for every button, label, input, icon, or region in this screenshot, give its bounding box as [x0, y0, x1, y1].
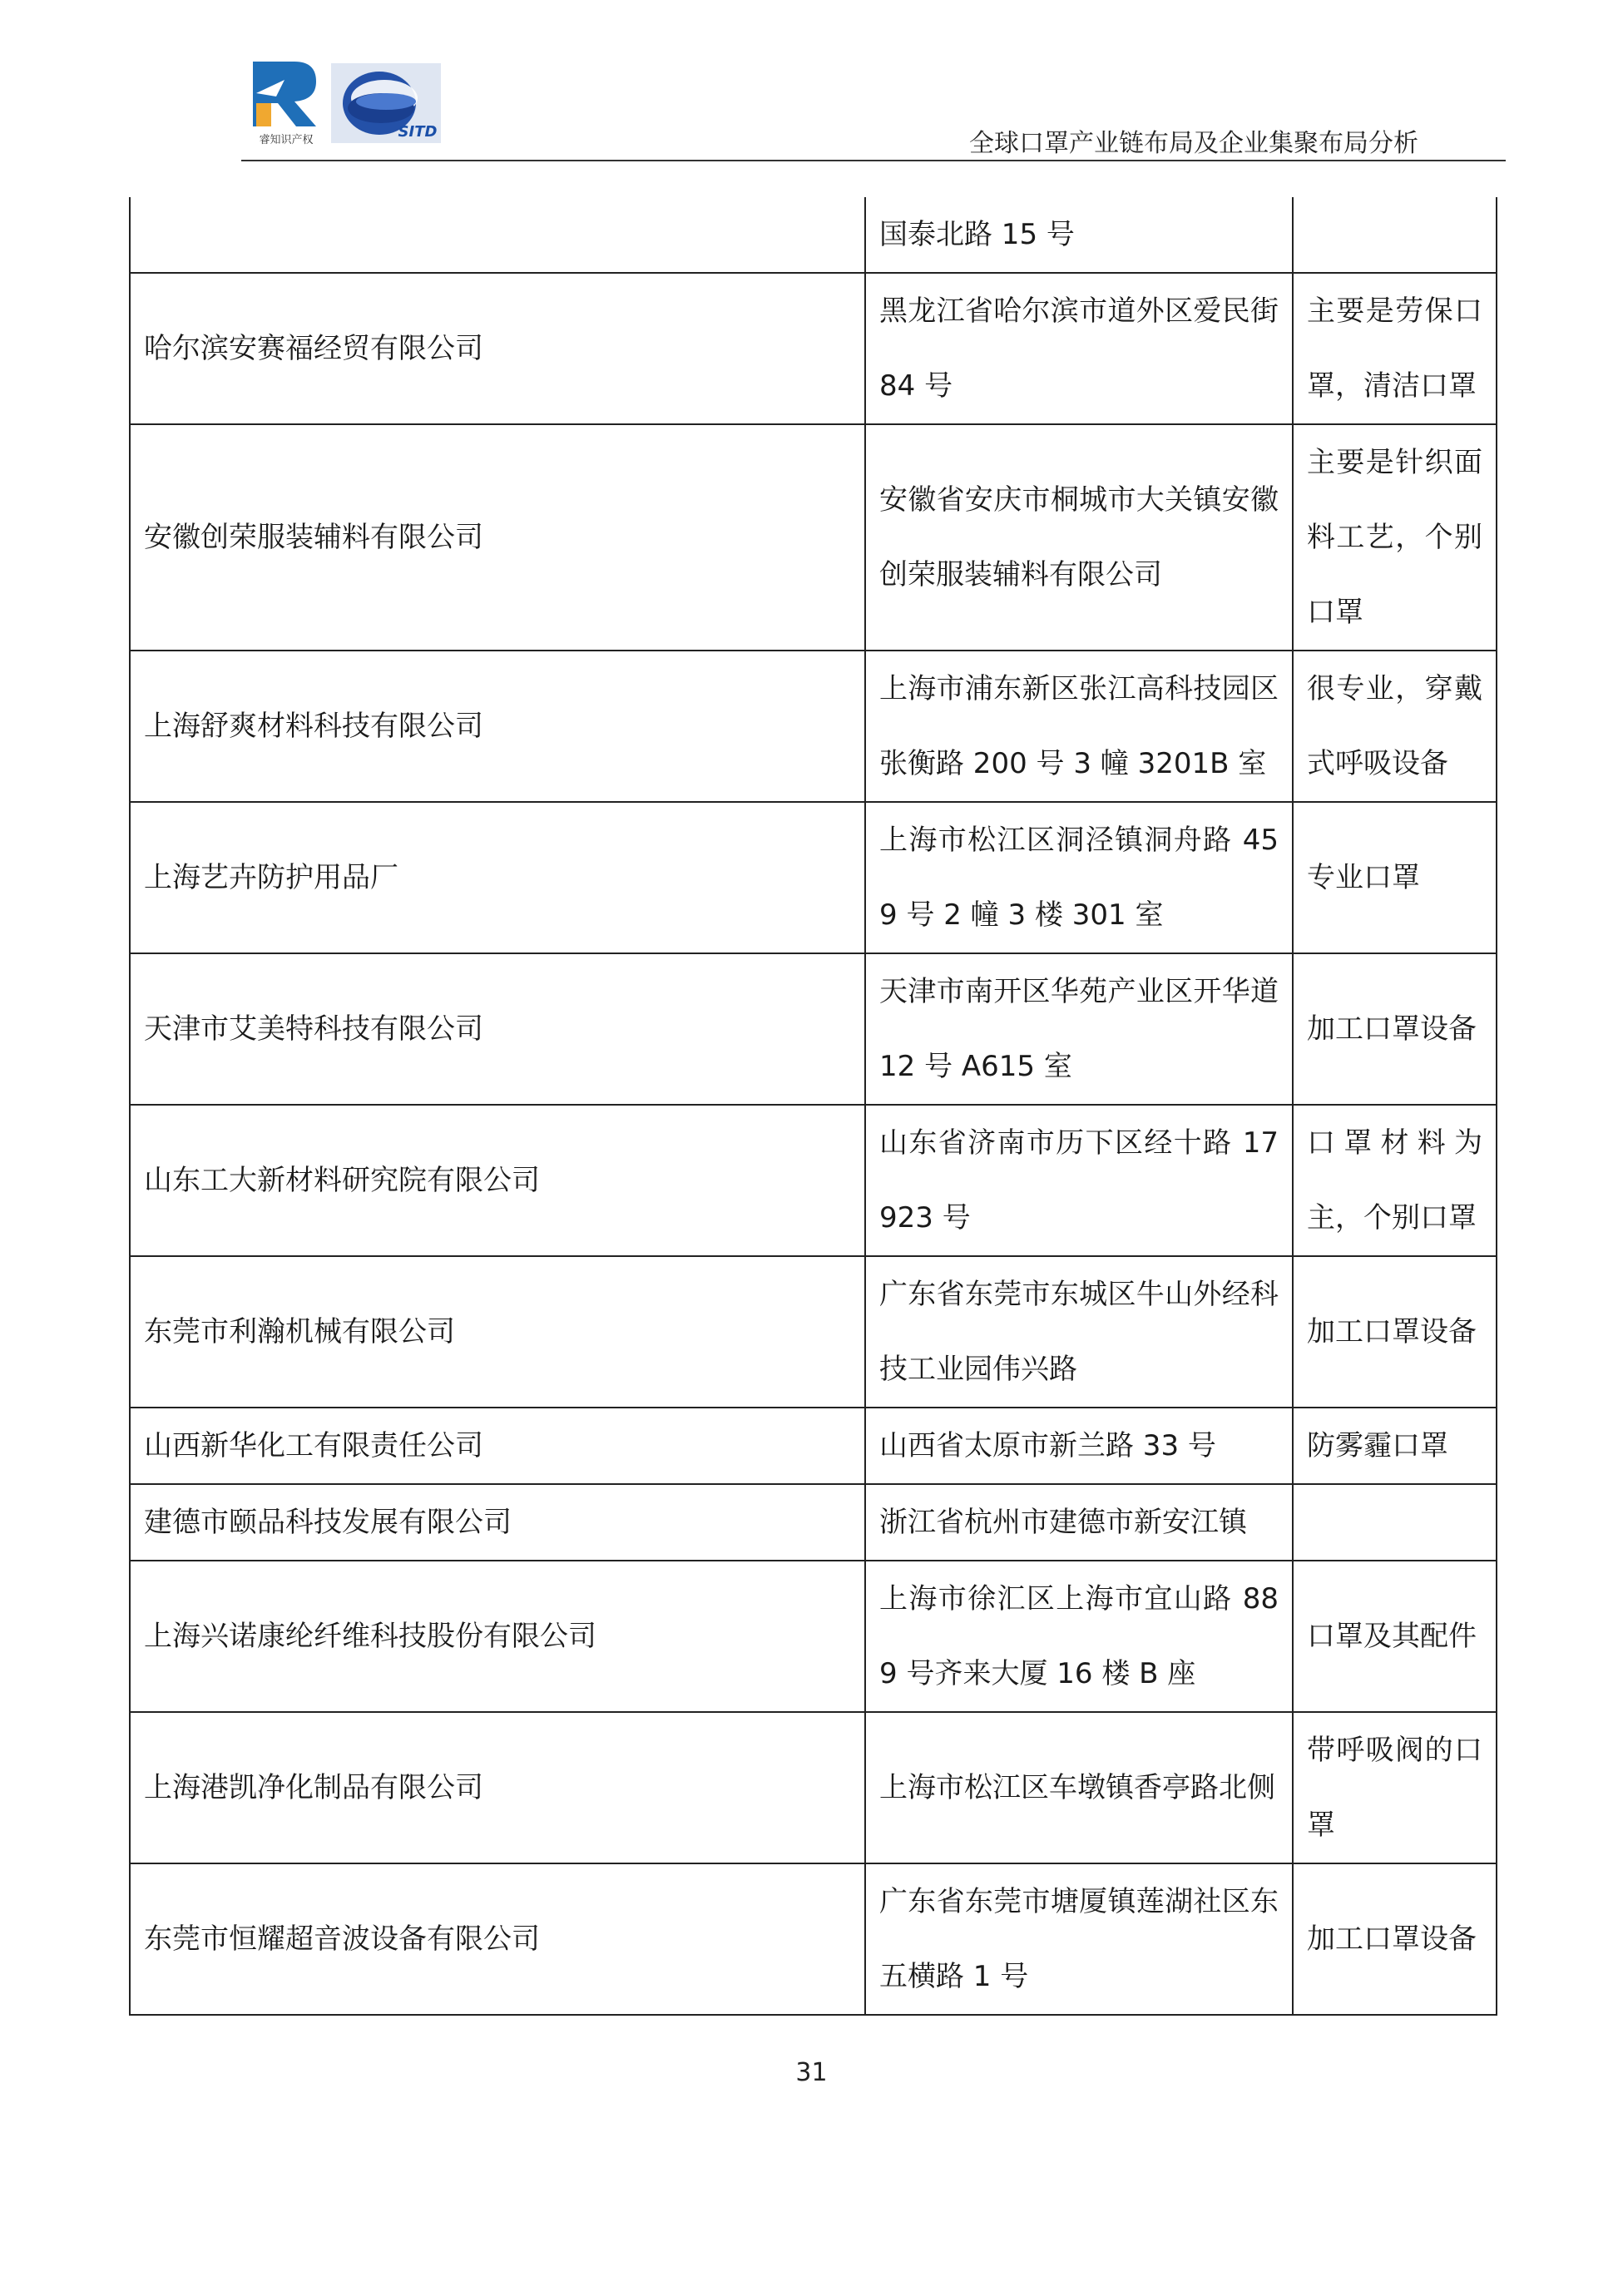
- company-name-cell: 上海兴诺康纶纤维科技股份有限公司: [130, 1561, 865, 1712]
- table-row: [130, 197, 1497, 273]
- company-name-cell: 建德市颐品科技发展有限公司: [130, 1484, 865, 1561]
- logo-caption: 睿知识产权: [259, 134, 314, 146]
- table-row: [130, 1863, 1497, 2015]
- rui-ip-logo: [251, 60, 321, 153]
- page-number: 31: [795, 2058, 828, 2087]
- table-row: [130, 802, 1497, 953]
- note-cell: 加工口罩设备: [1293, 1256, 1497, 1408]
- note-cell: 口罩及其配件: [1293, 1561, 1497, 1712]
- company-name-cell: 上海港凯净化制品有限公司: [130, 1712, 865, 1863]
- table-row: [130, 424, 1497, 651]
- address-cell: 山西省太原市新兰路 33 号: [865, 1408, 1293, 1484]
- table-row: [130, 953, 1497, 1105]
- company-name-cell: 山东工大新材料研究院有限公司: [130, 1105, 865, 1256]
- logo-r-accent: [256, 103, 271, 126]
- logo-sitd-text: SITD: [398, 123, 438, 141]
- table-row: [130, 1484, 1497, 1561]
- header-title: 全球口罩产业链布局及企业集聚布局分析: [969, 129, 1418, 158]
- address-cell: 上海市浦东新区张江高科技园区张衡路 200 号 3 幢 3201B 室: [865, 651, 1293, 802]
- note-cell: 加工口罩设备: [1293, 1863, 1497, 2015]
- table-row: [130, 1408, 1497, 1484]
- table-row: [130, 1105, 1497, 1256]
- address-cell: 广东省东莞市东城区牛山外经科技工业园伟兴路: [865, 1256, 1293, 1408]
- address-cell: 天津市南开区华苑产业区开华道 12 号 A615 室: [865, 953, 1293, 1105]
- company-name-cell: [130, 197, 865, 273]
- header-divider: [241, 160, 1506, 161]
- company-name-cell: 哈尔滨安赛福经贸有限公司: [130, 273, 865, 424]
- note-cell: 防雾霾口罩: [1293, 1408, 1497, 1484]
- note-cell: 加工口罩设备: [1293, 953, 1497, 1105]
- address-cell: 上海市松江区洞泾镇洞舟路 459 号 2 幢 3 楼 301 室: [865, 802, 1293, 953]
- logo-r-bowl: [271, 62, 316, 126]
- address-cell: 国泰北路 15 号: [865, 197, 1293, 273]
- company-table: [129, 197, 1497, 2016]
- company-name-cell: 东莞市恒耀超音波设备有限公司: [130, 1863, 865, 2015]
- address-cell: 上海市松江区车墩镇香亭路北侧: [865, 1712, 1293, 1863]
- table-row: [130, 651, 1497, 802]
- company-name-cell: 上海艺卉防护用品厂: [130, 802, 865, 953]
- table-row: [130, 1712, 1497, 1863]
- company-name-cell: 东莞市利瀚机械有限公司: [130, 1256, 865, 1408]
- table-row: [130, 1256, 1497, 1408]
- note-cell: [1293, 1484, 1497, 1561]
- address-cell: 安徽省安庆市桐城市大关镇安徽创荣服装辅料有限公司: [865, 424, 1293, 651]
- table-row: [130, 1561, 1497, 1712]
- company-name-cell: 安徽创荣服装辅料有限公司: [130, 424, 865, 651]
- company-name-cell: 天津市艾美特科技有限公司: [130, 953, 865, 1105]
- note-cell: [1293, 197, 1497, 273]
- table-row: [130, 273, 1497, 424]
- note-cell: 很专业，穿戴式呼吸设备: [1293, 651, 1497, 802]
- note-cell: 主要是劳保口罩，清洁口罩: [1293, 273, 1497, 424]
- address-cell: 山东省济南市历下区经十路 17923 号: [865, 1105, 1293, 1256]
- company-name-cell: 山西新华化工有限责任公司: [130, 1408, 865, 1484]
- note-cell: 口罩材料为主，个别口罩: [1293, 1105, 1497, 1256]
- sitd-logo: [331, 63, 441, 143]
- address-cell: 广东省东莞市塘厦镇莲湖社区东五横路 1 号: [865, 1863, 1293, 2015]
- page-header: [241, 58, 1506, 165]
- note-cell: 带呼吸阀的口罩: [1293, 1712, 1497, 1863]
- address-cell: 浙江省杭州市建德市新安江镇: [865, 1484, 1293, 1561]
- note-cell: 主要是针织面料工艺，个别口罩: [1293, 424, 1497, 651]
- company-name-cell: 上海舒爽材料科技有限公司: [130, 651, 865, 802]
- note-cell: 专业口罩: [1293, 802, 1497, 953]
- address-cell: 黑龙江省哈尔滨市道外区爱民街 84 号: [865, 273, 1293, 424]
- address-cell: 上海市徐汇区上海市宜山路 889 号齐来大厦 16 楼 B 座: [865, 1561, 1293, 1712]
